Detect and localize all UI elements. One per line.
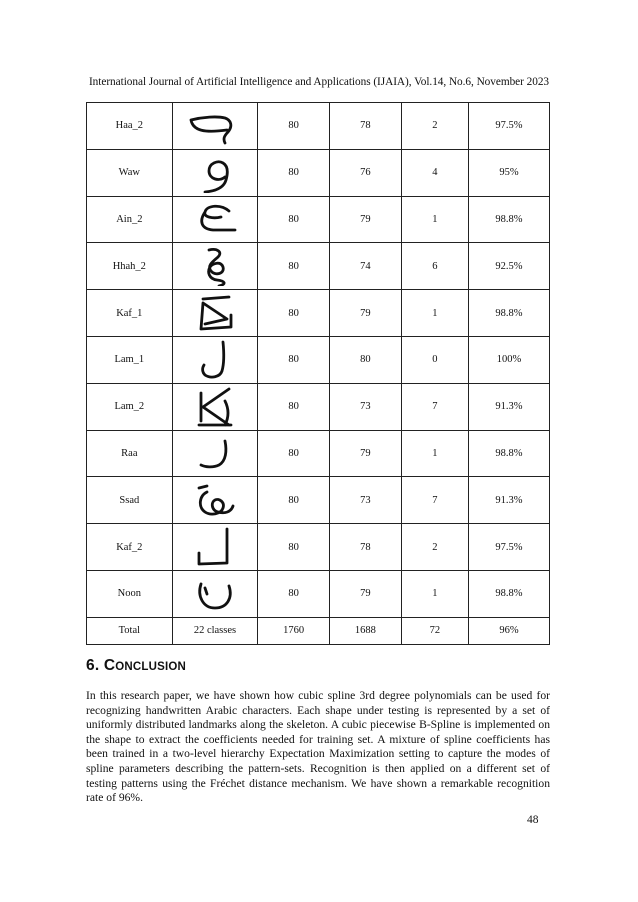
- error-count-cell: 4: [401, 149, 468, 196]
- total-correct-cell: 1688: [330, 617, 402, 644]
- glyph-cell: [172, 430, 258, 477]
- section-title-rest: ONCLUSION: [115, 661, 187, 673]
- error-count-cell: 2: [401, 524, 468, 571]
- section-title-initial: C: [103, 657, 116, 674]
- conclusion-paragraph: In this research paper, we have shown how cubic spline 3rd degree polynomials can be used for recognizing handwritten Arabic characters. Each shape under testing is represented by a set of uniformly distributed landmarks along the skeleton. A cubic piecewise B-Spline is implemented on the shape to extract the coefficients needed for training set. A mixture of spline coefficients has been trained in a two-level hierarchy Expectation Maximization setting to capture the modes of spline parameters describing the pattern-sets. Recognition is then applied on a different set of testing patterns using the Fréchet distance mechanism. We have shown a remarkable recognition rate of 96%.: [86, 689, 550, 805]
- kaf-2-handwritten-glyph: [185, 527, 245, 567]
- correct-count-cell: 79: [330, 570, 402, 617]
- table-total-row: [87, 617, 550, 644]
- table-body: [87, 103, 550, 645]
- waw-handwritten-glyph: [185, 153, 245, 193]
- table-row: [87, 290, 550, 337]
- glyph-cell: [172, 290, 258, 337]
- rate-cell: 98.8%: [468, 430, 549, 477]
- count-cell: 80: [258, 383, 330, 430]
- glyph-cell: [172, 196, 258, 243]
- count-cell: 80: [258, 196, 330, 243]
- kaf-1-handwritten-glyph: [185, 293, 245, 333]
- count-cell: 80: [258, 336, 330, 383]
- rate-cell: 91.3%: [468, 383, 549, 430]
- table-row: [87, 149, 550, 196]
- lam-2-handwritten-glyph: [185, 387, 245, 427]
- correct-count-cell: 73: [330, 477, 402, 524]
- correct-count-cell: 78: [330, 524, 402, 571]
- raa-handwritten-glyph: [185, 433, 245, 473]
- glyph-cell: [172, 477, 258, 524]
- rate-cell: 100%: [468, 336, 549, 383]
- correct-count-cell: 74: [330, 243, 402, 290]
- class-name-cell: Haa_2: [87, 103, 173, 150]
- class-name-cell: Kaf_2: [87, 524, 173, 571]
- count-cell: 80: [258, 524, 330, 571]
- table-row: [87, 243, 550, 290]
- lam-1-handwritten-glyph: [185, 340, 245, 380]
- glyph-cell: [172, 243, 258, 290]
- total-classes-cell: 22 classes: [172, 617, 258, 644]
- class-name-cell: Ssad: [87, 477, 173, 524]
- error-count-cell: 1: [401, 290, 468, 337]
- glyph-cell: [172, 336, 258, 383]
- correct-count-cell: 80: [330, 336, 402, 383]
- glyph-cell: [172, 524, 258, 571]
- rate-cell: 95%: [468, 149, 549, 196]
- class-name-cell: Raa: [87, 430, 173, 477]
- class-name-cell: Noon: [87, 570, 173, 617]
- class-name-cell: Ain_2: [87, 196, 173, 243]
- count-cell: 80: [258, 430, 330, 477]
- correct-count-cell: 79: [330, 290, 402, 337]
- correct-count-cell: 73: [330, 383, 402, 430]
- rate-cell: 98.8%: [468, 196, 549, 243]
- glyph-cell: [172, 570, 258, 617]
- error-count-cell: 0: [401, 336, 468, 383]
- table-row: [87, 430, 550, 477]
- journal-header: International Journal of Artificial Intelligence and Applications (IJAIA), Vol.14, No.6, November 2023: [88, 76, 550, 88]
- hhah-2-handwritten-glyph: [185, 246, 245, 286]
- count-cell: 80: [258, 243, 330, 290]
- error-count-cell: 6: [401, 243, 468, 290]
- haa-2-handwritten-glyph: [185, 106, 245, 146]
- error-count-cell: 7: [401, 477, 468, 524]
- recognition-results-table: [86, 102, 550, 645]
- correct-count-cell: 76: [330, 149, 402, 196]
- table-row: [87, 196, 550, 243]
- count-cell: 80: [258, 477, 330, 524]
- rate-cell: 97.5%: [468, 103, 549, 150]
- glyph-cell: [172, 103, 258, 150]
- table-row: [87, 336, 550, 383]
- glyph-cell: [172, 149, 258, 196]
- section-number: 6.: [86, 657, 100, 674]
- class-name-cell: Kaf_1: [87, 290, 173, 337]
- table-row: [87, 383, 550, 430]
- page-number: 48: [527, 814, 539, 826]
- error-count-cell: 1: [401, 570, 468, 617]
- ain-2-handwritten-glyph: [185, 199, 245, 239]
- class-name-cell: Waw: [87, 149, 173, 196]
- rate-cell: 97.5%: [468, 524, 549, 571]
- correct-count-cell: 78: [330, 103, 402, 150]
- class-name-cell: Hhah_2: [87, 243, 173, 290]
- table-row: [87, 524, 550, 571]
- error-count-cell: 7: [401, 383, 468, 430]
- error-count-cell: 1: [401, 430, 468, 477]
- count-cell: 80: [258, 570, 330, 617]
- class-name-cell: Lam_1: [87, 336, 173, 383]
- table-row: [87, 570, 550, 617]
- glyph-cell: [172, 383, 258, 430]
- total-label-cell: Total: [87, 617, 173, 644]
- rate-cell: 98.8%: [468, 570, 549, 617]
- table-row: [87, 477, 550, 524]
- error-count-cell: 1: [401, 196, 468, 243]
- count-cell: 80: [258, 290, 330, 337]
- section-heading: [86, 657, 186, 675]
- error-count-cell: 2: [401, 103, 468, 150]
- count-cell: 80: [258, 149, 330, 196]
- total-rate-cell: 96%: [468, 617, 549, 644]
- rate-cell: 92.5%: [468, 243, 549, 290]
- correct-count-cell: 79: [330, 430, 402, 477]
- total-error-cell: 72: [401, 617, 468, 644]
- rate-cell: 98.8%: [468, 290, 549, 337]
- table-row: [87, 103, 550, 150]
- noon-handwritten-glyph: [185, 574, 245, 614]
- correct-count-cell: 79: [330, 196, 402, 243]
- count-cell: 80: [258, 103, 330, 150]
- rate-cell: 91.3%: [468, 477, 549, 524]
- class-name-cell: Lam_2: [87, 383, 173, 430]
- ssad-handwritten-glyph: [185, 480, 245, 520]
- total-count-cell: 1760: [258, 617, 330, 644]
